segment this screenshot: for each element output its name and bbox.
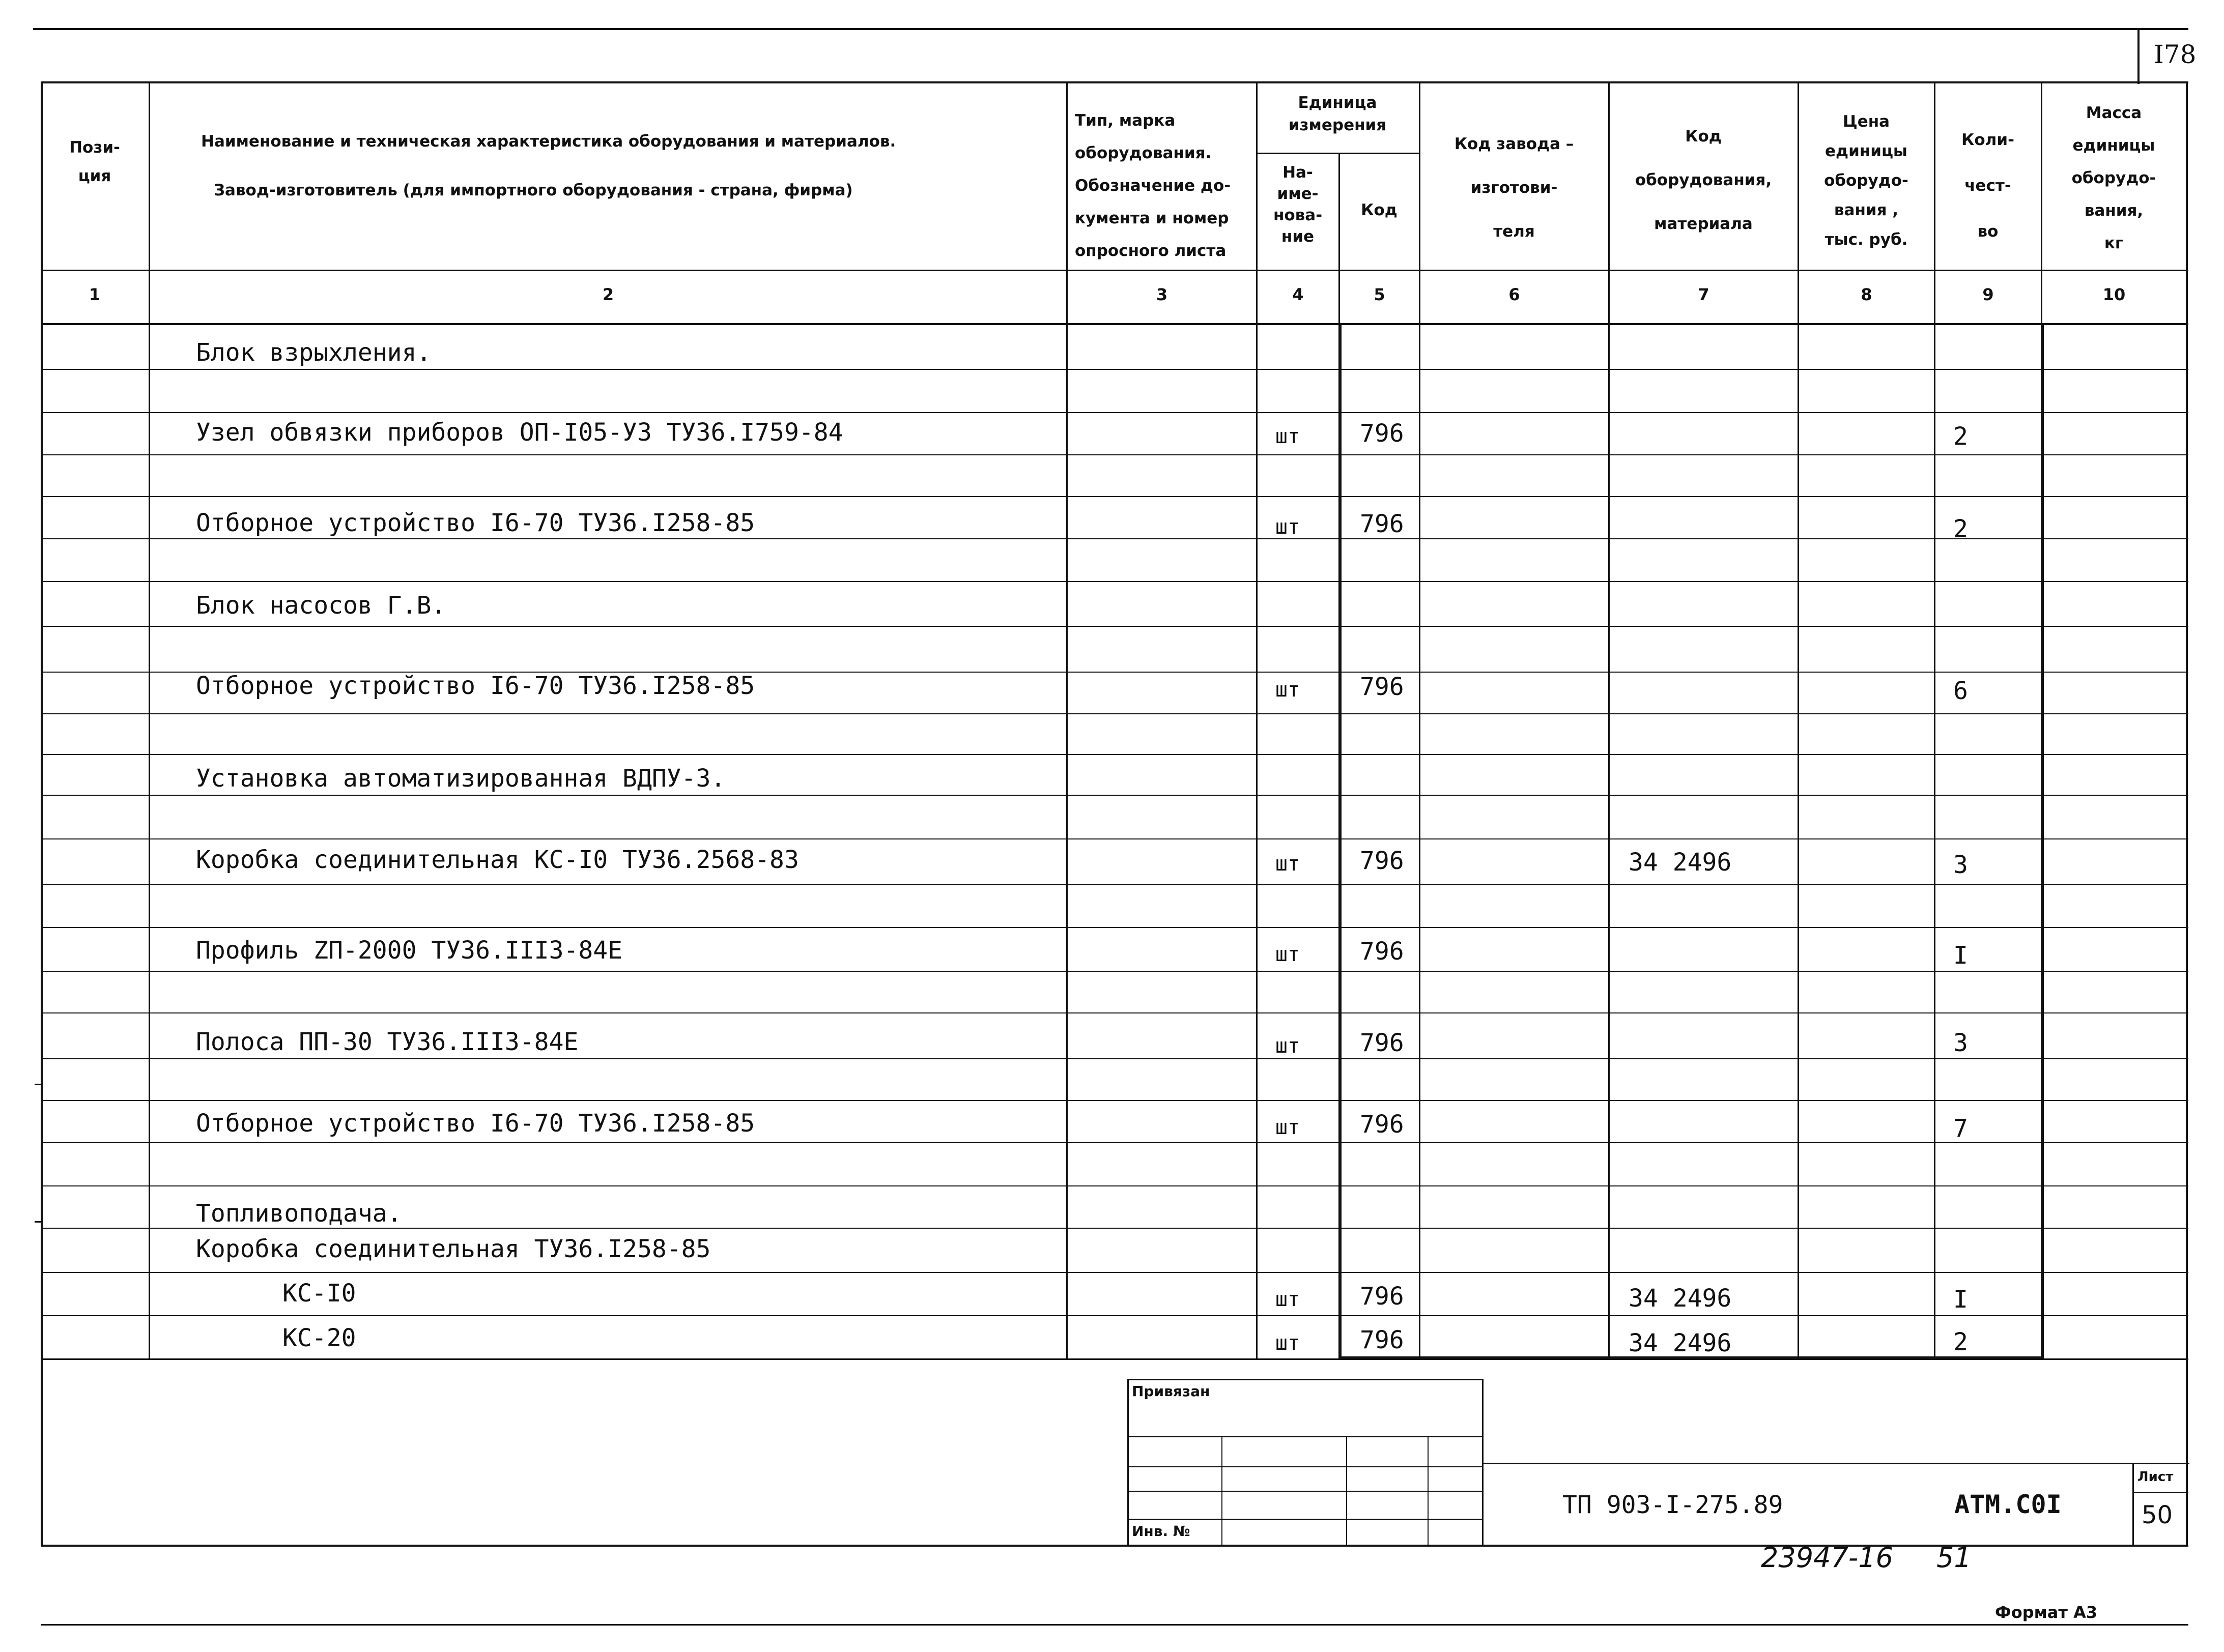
row-3-unit: шт bbox=[1275, 515, 1300, 539]
row-5-unit: шт bbox=[1275, 678, 1300, 702]
row-8-unit: шт bbox=[1275, 943, 1300, 966]
row-rule bbox=[41, 538, 2188, 539]
header-unit-line1: Единица bbox=[1298, 94, 1377, 112]
header-col2-line2: Завод-изготовитель (для импортного оборудования - страна, фирма) bbox=[214, 181, 853, 199]
row-rule bbox=[41, 412, 2188, 413]
row-rule bbox=[41, 581, 2188, 582]
header-col3-line2: оборудования. bbox=[1075, 144, 1212, 162]
header-col6-line2: изготови- bbox=[1470, 179, 1558, 197]
header-col3-line1: Тип, марка bbox=[1075, 111, 1176, 130]
doc-mark: АТМ.С0I bbox=[1954, 1490, 2062, 1519]
row-rule bbox=[41, 1100, 2188, 1101]
sheet-label: Лист bbox=[2137, 1469, 2174, 1485]
row-2-name: Узел обвязки приборов ОП-I05-У3 ТУ36.I759-84 bbox=[196, 418, 843, 447]
header-col6-line1: Код завода – bbox=[1454, 135, 1574, 153]
header-col4-line4: ние bbox=[1281, 227, 1315, 246]
row-13-qty: I bbox=[1953, 1285, 1968, 1314]
row-rule bbox=[41, 713, 2188, 714]
header-col10-line2: единицы bbox=[2072, 136, 2155, 155]
row-2-code: 796 bbox=[1360, 419, 1404, 448]
col-number-10: 10 bbox=[2102, 285, 2126, 304]
row-13-code: 796 bbox=[1360, 1282, 1404, 1311]
row-10-unit: шт bbox=[1275, 1116, 1300, 1139]
header-col10-line3: оборудо- bbox=[2071, 169, 2156, 187]
row-13-unit: шт bbox=[1275, 1288, 1300, 1311]
row-rule bbox=[41, 795, 2188, 796]
row-7-code: 796 bbox=[1360, 847, 1404, 875]
row-5-name: Отборное устройство I6-70 ТУ36.I258-85 bbox=[196, 672, 755, 700]
row-rule bbox=[41, 1272, 2188, 1273]
header-col9-line2: чест- bbox=[1964, 177, 2011, 195]
row-10-name: Отборное устройство I6-70 ТУ36.I258-85 bbox=[196, 1109, 755, 1138]
header-unit-line2: измерения bbox=[1288, 116, 1387, 134]
header-col4-line1: На- bbox=[1282, 163, 1313, 182]
header-col8-line3: оборудо- bbox=[1824, 171, 1908, 190]
row-5-qty: 6 bbox=[1953, 677, 1968, 705]
row-11-name: Топливоподача. bbox=[196, 1199, 402, 1228]
row-rule bbox=[41, 1315, 2188, 1316]
row-8-code: 796 bbox=[1360, 937, 1404, 966]
header-col6-line3: теля bbox=[1493, 222, 1535, 241]
row-2-unit: шт bbox=[1275, 425, 1300, 448]
row-7-material: 34 2496 bbox=[1629, 848, 1732, 877]
row-rule bbox=[41, 884, 2188, 885]
col-number-3: 3 bbox=[1156, 285, 1168, 304]
row-rule bbox=[41, 838, 2188, 839]
row-9-qty: 3 bbox=[1953, 1029, 1968, 1057]
header-col10-line4: вания, bbox=[2084, 201, 2144, 220]
row-14-unit: шт bbox=[1275, 1331, 1300, 1355]
row-7-qty: 3 bbox=[1953, 851, 1968, 879]
row-rule bbox=[41, 754, 2188, 755]
sheet-corner-number: I78 bbox=[2154, 40, 2197, 69]
col-number-8: 8 bbox=[1861, 285, 1872, 304]
header-col10-line5: кг bbox=[2104, 234, 2124, 252]
header-col1-line2: ция bbox=[78, 167, 111, 185]
row-3-qty: 2 bbox=[1953, 515, 1968, 543]
row-rule bbox=[41, 454, 2188, 455]
header-col9-line3: во bbox=[1977, 222, 1999, 241]
row-9-code: 796 bbox=[1360, 1029, 1404, 1057]
header-col7-line2: оборудования, bbox=[1635, 171, 1772, 189]
header-col8-line2: единицы bbox=[1825, 142, 1907, 160]
row-10-qty: 7 bbox=[1953, 1114, 1968, 1143]
row-rule bbox=[41, 496, 2188, 497]
header-col4-line3: нова- bbox=[1273, 206, 1323, 224]
header-col5: Код bbox=[1361, 201, 1398, 219]
header-col4-line2: име- bbox=[1277, 185, 1319, 203]
row-1-name: Блок взрыхления. bbox=[196, 338, 432, 367]
row-13-material: 34 2496 bbox=[1629, 1284, 1732, 1313]
row-3-name: Отборное устройство I6-70 ТУ36.I258-85 bbox=[196, 509, 755, 537]
row-14-material: 34 2496 bbox=[1629, 1329, 1732, 1357]
col-number-4: 4 bbox=[1292, 285, 1304, 304]
header-col7-line3: материала bbox=[1654, 215, 1753, 233]
row-8-name: Профиль ZП-2000 ТУ36.III3-84Е bbox=[196, 936, 623, 965]
handwritten-number: 23947-16 bbox=[1761, 1542, 1893, 1574]
format-label: Формат А3 bbox=[1995, 1603, 2098, 1622]
row-3-code: 796 bbox=[1360, 510, 1404, 538]
header-col8-line1: Цена bbox=[1842, 112, 1890, 131]
header-col3-line3: Обозначение до- bbox=[1075, 177, 1231, 195]
row-rule bbox=[41, 1058, 2188, 1059]
header-col3-line4: кумента и номер bbox=[1075, 209, 1229, 227]
row-14-name: КС-20 bbox=[282, 1324, 356, 1352]
row-7-unit: шт bbox=[1275, 852, 1300, 876]
row-rule bbox=[41, 971, 2188, 972]
col-number-9: 9 bbox=[1982, 285, 1994, 304]
header-col10-line1: Масса bbox=[2086, 104, 2142, 122]
privyazan-label: Привязан bbox=[1132, 1383, 1210, 1400]
row-13-name: КС-I0 bbox=[282, 1279, 356, 1308]
row-9-name: Полоса ПП-30 ТУ36.III3-84Е bbox=[196, 1028, 579, 1056]
header-col9-line1: Коли- bbox=[1961, 131, 2014, 149]
row-rule bbox=[41, 1012, 2188, 1013]
header-col3-line5: опросного листа bbox=[1075, 242, 1227, 260]
row-4-name: Блок насосов Г.В. bbox=[196, 591, 446, 620]
row-rule bbox=[41, 1185, 2188, 1186]
row-10-code: 796 bbox=[1360, 1110, 1404, 1139]
header-col2-line1: Наименование и техническая характеристика оборудования и материалов. bbox=[201, 132, 896, 151]
row-rule bbox=[41, 369, 2188, 370]
row-rule bbox=[41, 927, 2188, 928]
doc-code: ТП 903-I-275.89 bbox=[1562, 1491, 1783, 1519]
col-number-1: 1 bbox=[89, 285, 101, 304]
header-col8-line5: тыс. руб. bbox=[1824, 230, 1908, 249]
handwritten-page: 51 bbox=[1936, 1542, 1972, 1574]
col-number-5: 5 bbox=[1374, 285, 1385, 304]
row-2-qty: 2 bbox=[1953, 422, 1968, 451]
row-rule bbox=[41, 626, 2188, 627]
row-8-qty: I bbox=[1953, 941, 1968, 970]
col-number-7: 7 bbox=[1698, 285, 1709, 304]
header-col1-line1: Пози- bbox=[69, 138, 120, 157]
row-rule bbox=[41, 1142, 2188, 1143]
row-12-name: Коробка соединительная ТУ36.I258-85 bbox=[196, 1235, 711, 1263]
header-col8-line4: вания , bbox=[1834, 201, 1899, 219]
row-5-code: 796 bbox=[1360, 673, 1404, 701]
row-14-code: 796 bbox=[1360, 1326, 1404, 1354]
row-7-name: Коробка соединительная КС-I0 ТУ36.2568-83 bbox=[196, 846, 799, 874]
col-number-6: 6 bbox=[1508, 285, 1520, 304]
row-6-name: Установка автоматизированная ВДПУ-3. bbox=[196, 764, 726, 793]
row-14-qty: 2 bbox=[1953, 1328, 1968, 1356]
row-9-unit: шт bbox=[1275, 1034, 1300, 1058]
header-col7-line1: Код bbox=[1685, 127, 1722, 146]
sheet-number: 50 bbox=[2142, 1501, 2173, 1529]
inv-no-label: Инв. № bbox=[1132, 1523, 1190, 1540]
col-number-2: 2 bbox=[602, 285, 614, 304]
